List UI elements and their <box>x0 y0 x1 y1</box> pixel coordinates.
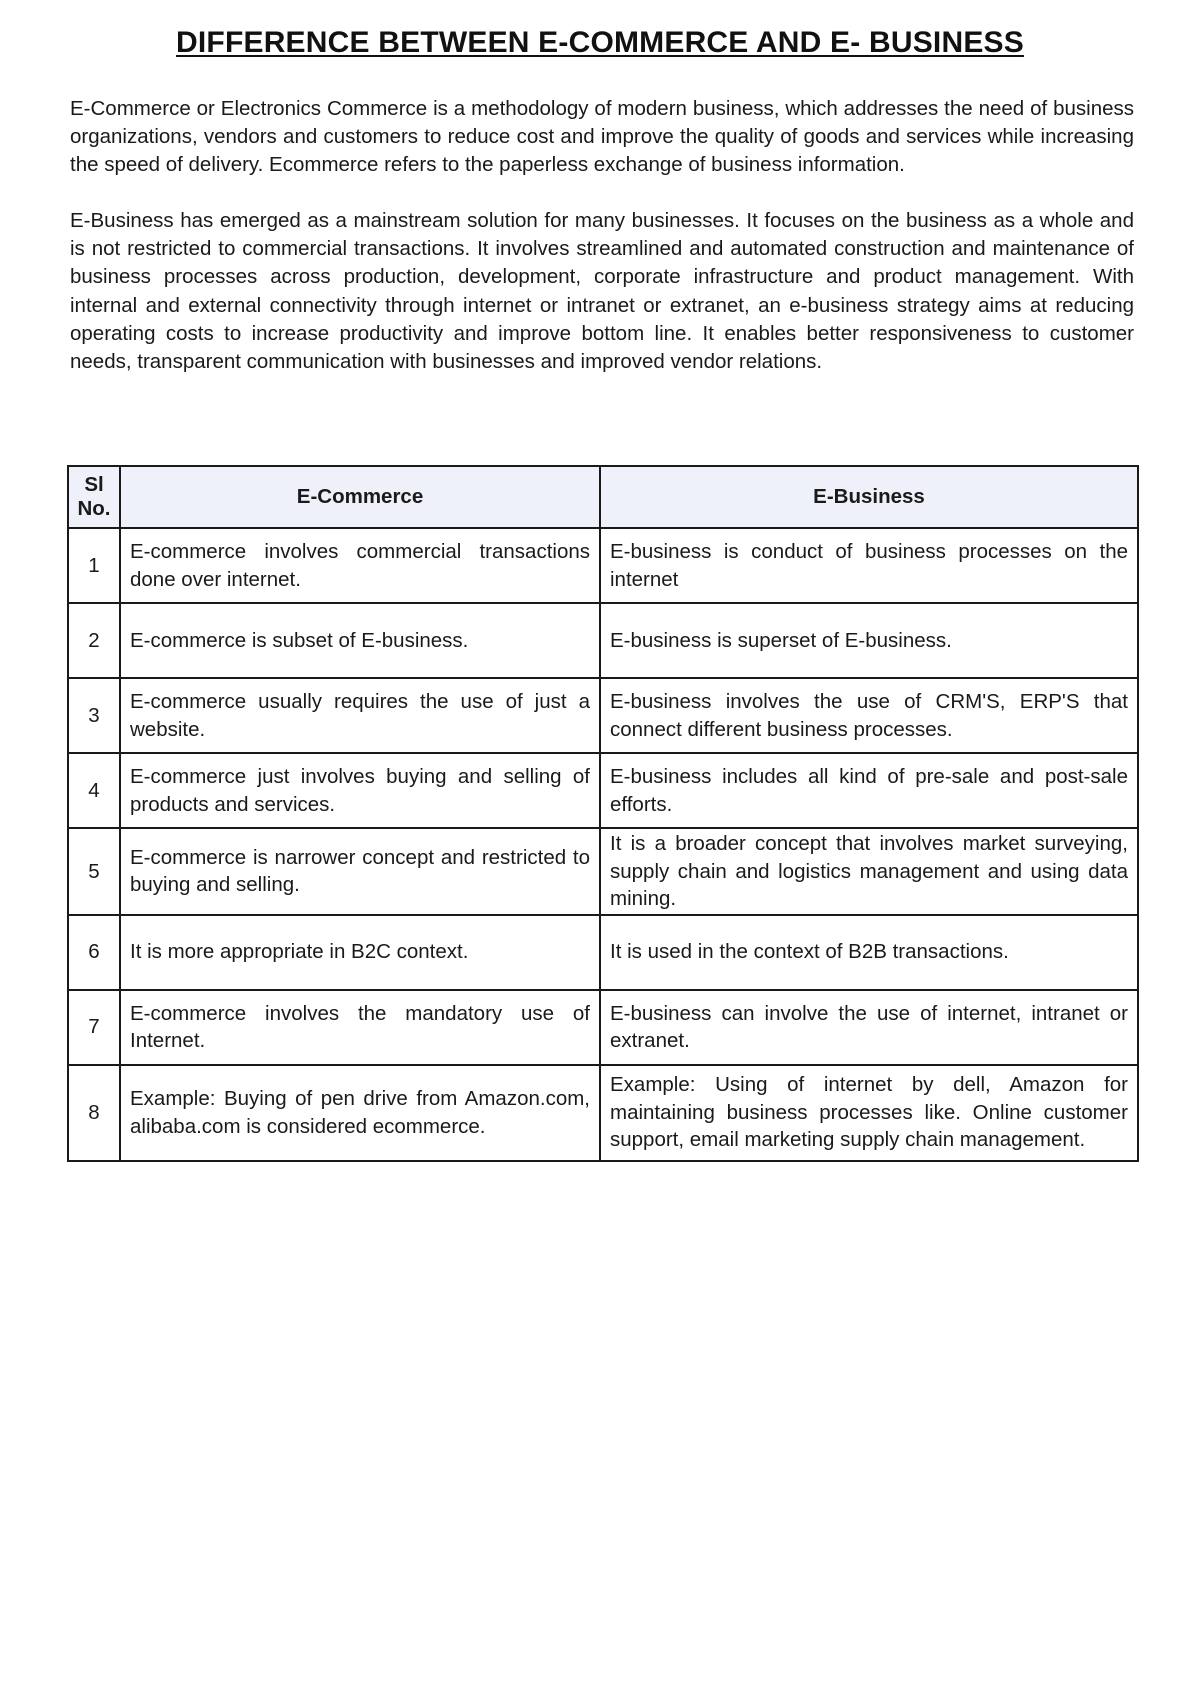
table-row <box>68 915 1138 990</box>
ebusiness-cell: It is used in the context of B2B transactions. <box>600 915 1138 990</box>
row-number: 3 <box>68 678 120 753</box>
row-number: 5 <box>68 828 120 915</box>
header-sl-no: Sl No. <box>68 466 120 528</box>
table-header-row <box>68 466 1138 528</box>
ebusiness-definition-paragraph: E-Business has emerged as a mainstream solution for many businesses. It focuses on the business as a whole and is not restricted to commercial transactions. It involves streamlined and automated construction and maintenance of business processes across production, development, corporate infrastructure and product management. With internal and external connectivity through internet or intranet or extranet, an e-business strategy aims at reducing operating costs to increase productivity and improve bottom line. It enables better responsiveness to customer needs, transparent communication with businesses and improved vendor relations. <box>70 209 1134 374</box>
ecommerce-cell: E-commerce involves commercial transactions done over internet. <box>120 528 600 603</box>
ecommerce-cell: E-commerce usually requires the use of just a website. <box>120 678 600 753</box>
table-row <box>68 753 1138 828</box>
header-ebusiness: E-Business <box>600 466 1138 528</box>
header-ecommerce: E-Commerce <box>120 466 600 528</box>
ecommerce-cell: E-commerce involves the mandatory use of Internet. <box>120 990 600 1065</box>
row-number: 7 <box>68 990 120 1065</box>
ebusiness-cell: E-business includes all kind of pre-sale and post-sale efforts. <box>600 753 1138 828</box>
ecommerce-cell: It is more appropriate in B2C context. <box>120 915 600 990</box>
ebusiness-cell: It is a broader concept that involves market surveying, supply chain and logistics management and using data mining. <box>600 828 1138 915</box>
ecommerce-cell: E-commerce is narrower concept and restricted to buying and selling. <box>120 828 600 915</box>
ebusiness-cell: E-business is conduct of business processes on the internet <box>600 528 1138 603</box>
table-row <box>68 828 1138 915</box>
table-row <box>68 528 1138 603</box>
page-title: DIFFERENCE BETWEEN E-COMMERCE AND E- BUSINESS <box>176 26 1024 59</box>
ecommerce-cell: Example: Buying of pen drive from Amazon.com, alibaba.com is considered ecommerce. <box>120 1065 600 1161</box>
table-row <box>68 990 1138 1065</box>
row-number: 4 <box>68 753 120 828</box>
ebusiness-cell: E-business involves the use of CRM'S, ERP'S that connect different business processes. <box>600 678 1138 753</box>
table-row <box>68 603 1138 678</box>
ecommerce-cell: E-commerce just involves buying and selling of products and services. <box>120 753 600 828</box>
ecommerce-definition-paragraph: E-Commerce or Electronics Commerce is a methodology of modern business, which addresses the need of business organizations, vendors and customers to reduce cost and improve the quality of goods and services while increasing the speed of delivery. Ecommerce refers to the paperless exchange of business information. <box>70 97 1134 177</box>
ebusiness-cell: E-business is superset of E-business. <box>600 603 1138 678</box>
table-row <box>68 1065 1138 1161</box>
comparison-table <box>67 465 1139 1162</box>
row-number: 1 <box>68 528 120 603</box>
row-number: 8 <box>68 1065 120 1161</box>
row-number: 6 <box>68 915 120 990</box>
ebusiness-cell: Example: Using of internet by dell, Amazon for maintaining business processes like. Online customer support, email marketing supply chain management. <box>600 1065 1138 1161</box>
ebusiness-cell: E-business can involve the use of internet, intranet or extranet. <box>600 990 1138 1065</box>
table-row <box>68 678 1138 753</box>
ecommerce-cell: E-commerce is subset of E-business. <box>120 603 600 678</box>
row-number: 2 <box>68 603 120 678</box>
